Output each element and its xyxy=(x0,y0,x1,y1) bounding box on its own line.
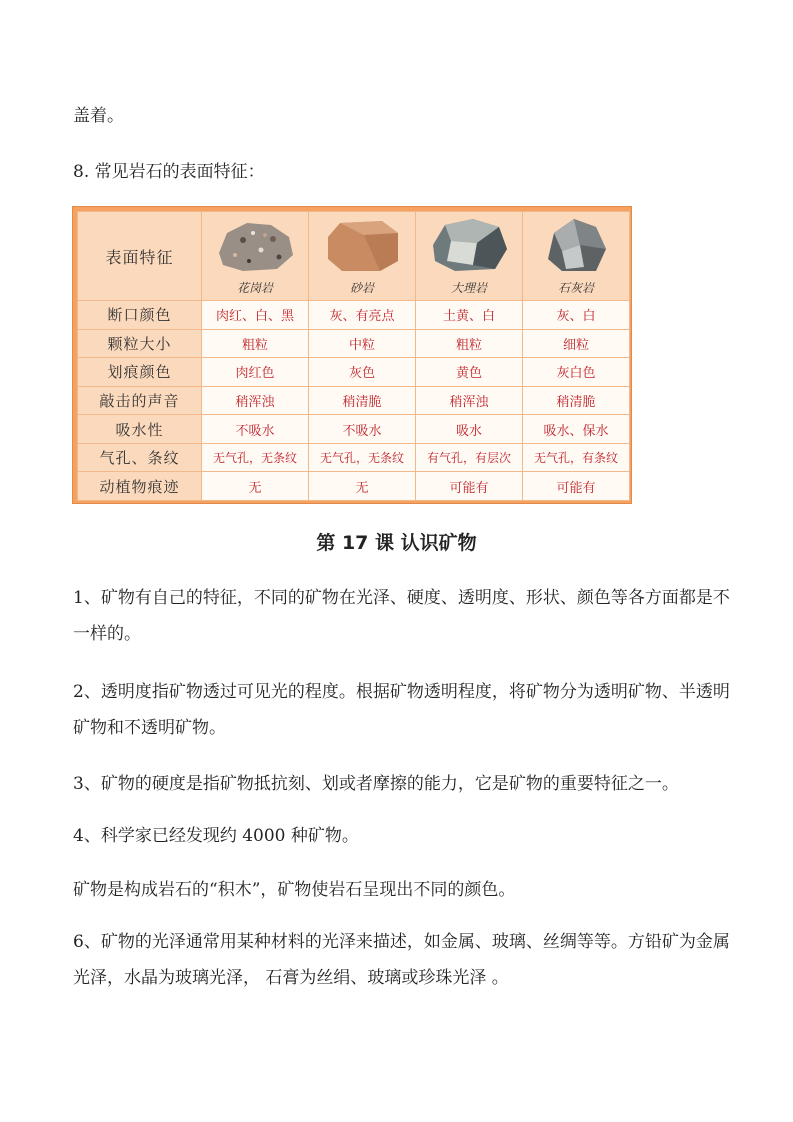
table-cell: 稍清脆 xyxy=(523,386,630,415)
rock-header-marble xyxy=(416,212,523,301)
table-row xyxy=(78,386,630,415)
rock-name-granite: 花岗岩 xyxy=(236,281,273,295)
lesson-paragraph-1: 1、矿物有自己的特征，不同的矿物在光泽、硬度、透明度、形状、颜色等各方面都是不一样的。 xyxy=(73,588,730,644)
lesson-paragraph-3: 3、矿物的硬度是指矿物抵抗刻、划或者摩擦的能力，它是矿物的重要特征之一。 xyxy=(73,774,679,794)
row-label: 敲击的声音 xyxy=(78,386,202,415)
table-cell: 灰色 xyxy=(309,358,416,387)
row-label: 吸水性 xyxy=(78,415,202,444)
lesson-paragraph-2: 2、透明度指矿物透过可见光的程度。根据矿物透明程度，将矿物分为透明矿物、半透明矿物和不透明矿物。 xyxy=(73,682,730,738)
table-cell: 稍清脆 xyxy=(309,386,416,415)
table-cell: 灰、有亮点 xyxy=(309,301,416,330)
row-label: 断口颜色 xyxy=(78,301,202,330)
row-label: 气孔、条纹 xyxy=(78,443,202,472)
row-label: 颗粒大小 xyxy=(78,329,202,358)
lesson-paragraph-5: 矿物是构成岩石的“积木”，矿物使岩石呈现出不同的颜色。 xyxy=(73,880,516,900)
table-cell: 灰白色 xyxy=(523,358,630,387)
table-cell: 可能有 xyxy=(523,472,630,501)
table-cell: 稍浑浊 xyxy=(416,386,523,415)
rock-name-marble: 大理岩 xyxy=(450,281,487,295)
granite-image xyxy=(213,215,297,275)
table-cell: 无气孔，无条纹 xyxy=(309,443,416,472)
section-heading: 8. 常见岩石的表面特征： xyxy=(73,162,265,182)
sandstone-image xyxy=(320,215,404,275)
table-row xyxy=(78,415,630,444)
table-cell: 不吸水 xyxy=(202,415,309,444)
table-cell: 粗粒 xyxy=(202,329,309,358)
table-cell: 土黄、白 xyxy=(416,301,523,330)
table-row xyxy=(78,358,630,387)
table-cell: 不吸水 xyxy=(309,415,416,444)
limestone-image xyxy=(534,215,618,275)
rock-name-sandstone: 砂岩 xyxy=(349,281,374,295)
rock-header-sandstone xyxy=(309,212,416,301)
table-cell: 灰、白 xyxy=(523,301,630,330)
row-label: 划痕颜色 xyxy=(78,358,202,387)
marble-image xyxy=(427,215,511,275)
lesson-paragraph-6: 6、矿物的光泽通常用某种材料的光泽来描述，如金属、玻璃、丝绸等等。方铅矿为金属光泽，水晶为玻璃光泽， 石膏为丝绢、玻璃或珍珠光泽 。 xyxy=(73,932,730,988)
table-cell: 无气孔，有条纹 xyxy=(523,443,630,472)
table-cell: 无 xyxy=(309,472,416,501)
lesson-title: 第 17 课 认识矿物 xyxy=(316,532,477,554)
rock-surface-table xyxy=(72,206,632,504)
table-corner-label: 表面特征 xyxy=(78,212,202,301)
table-cell: 粗粒 xyxy=(416,329,523,358)
table-cell: 无气孔，无条纹 xyxy=(202,443,309,472)
table-row xyxy=(78,301,630,330)
rock-header-limestone xyxy=(523,212,630,301)
lesson-paragraph-4: 4、科学家已经发现约 4000 种矿物。 xyxy=(73,826,359,846)
table-row xyxy=(78,443,630,472)
table-cell: 吸水、保水 xyxy=(523,415,630,444)
row-label: 动植物痕迹 xyxy=(78,472,202,501)
table-row xyxy=(78,472,630,501)
table-cell: 吸水 xyxy=(416,415,523,444)
table-cell: 有气孔，有层次 xyxy=(416,443,523,472)
table-cell: 细粒 xyxy=(523,329,630,358)
table-row xyxy=(78,329,630,358)
table-cell: 中粒 xyxy=(309,329,416,358)
table-cell: 黄色 xyxy=(416,358,523,387)
table-cell: 稍浑浊 xyxy=(202,386,309,415)
rock-header-granite xyxy=(202,212,309,301)
table-cell: 可能有 xyxy=(416,472,523,501)
paragraph-continuation: 盖着。 xyxy=(73,106,124,126)
table-cell: 肉红色 xyxy=(202,358,309,387)
table-cell: 肉红、白、黑 xyxy=(202,301,309,330)
rock-name-limestone: 石灰岩 xyxy=(557,281,594,295)
table-header-row xyxy=(78,212,630,301)
table-cell: 无 xyxy=(202,472,309,501)
